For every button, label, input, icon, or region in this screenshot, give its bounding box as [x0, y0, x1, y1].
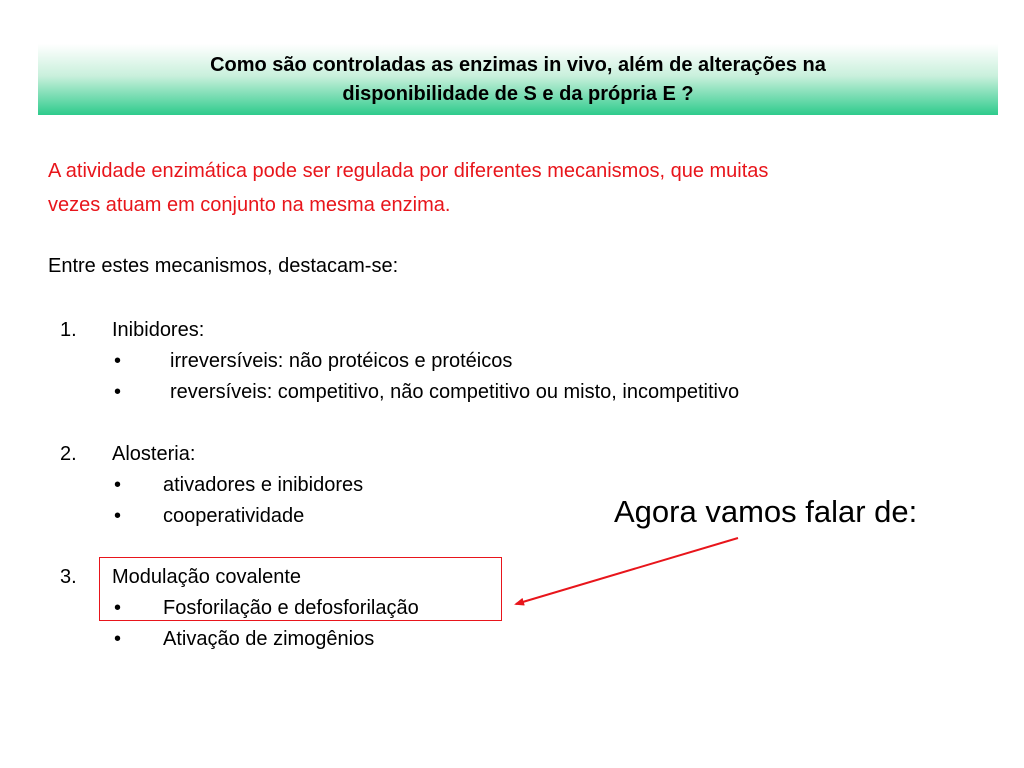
callout-note: Agora vamos falar de: — [614, 494, 918, 529]
list-number: 1. — [60, 319, 77, 341]
list-heading: Modulação covalente — [112, 566, 302, 588]
list-heading: Alosteria: — [112, 443, 196, 465]
bullet-text: irreversíveis: não protéicos e protéicos — [170, 350, 513, 372]
intro-line-1: A atividade enzimática pode ser regulada por diferentes mecanismos, que muitas — [48, 160, 769, 182]
slide-title-line-2: disponibilidade de S e da própria E ? — [342, 82, 694, 105]
bullet-text: reversíveis: competitivo, não competitivo ou misto, incompetitivo — [170, 381, 740, 403]
bullet-text: ativadores e inibidores — [163, 474, 364, 496]
slide-title-line-1: Como são controladas as enzimas in vivo, além de alterações na — [210, 53, 826, 76]
bullet-icon: • — [114, 474, 122, 496]
list-number: 3. — [60, 566, 77, 588]
bullet-icon: • — [114, 597, 122, 619]
intro-line-2: vezes atuam em conjunto na mesma enzima. — [48, 194, 451, 216]
list-number: 2. — [60, 443, 77, 465]
list-heading: Inibidores: — [112, 319, 205, 341]
bullet-text: Ativação de zimogênios — [163, 628, 375, 650]
bullet-icon: • — [114, 350, 122, 372]
bullet-icon: • — [114, 628, 122, 650]
bullet-text: cooperatividade — [163, 505, 305, 527]
bullet-text: Fosforilação e defosforilação — [163, 597, 419, 619]
bullet-icon: • — [114, 381, 122, 403]
lead-text: Entre estes mecanismos, destacam-se: — [48, 255, 399, 277]
bullet-icon: • — [114, 505, 122, 527]
